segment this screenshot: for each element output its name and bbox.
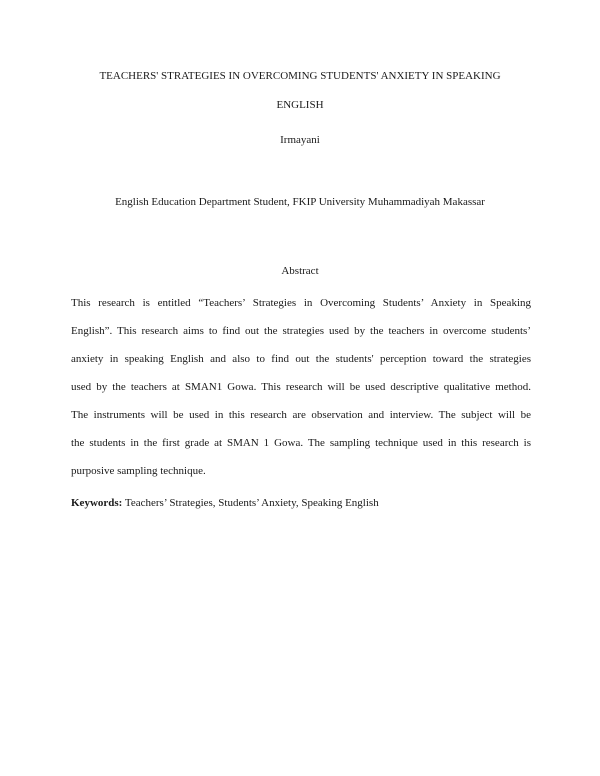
abstract-line: the students in the first grade at SMAN 1 Gowa. The sampling technique used in this research is bbox=[71, 437, 531, 449]
paper-title-line-2: ENGLISH bbox=[276, 99, 324, 111]
abstract-line: used by the teachers at SMAN1 Gowa. This research will be used descriptive qualitative method. bbox=[71, 381, 531, 393]
keywords-label: Keywords: bbox=[71, 497, 123, 509]
abstract-line: anxiety in speaking English and also to find out the students' perception toward the strategies bbox=[71, 353, 531, 365]
abstract-line: This research is entitled “Teachers’ Strategies in Overcoming Students’ Anxiety in Speaking bbox=[71, 297, 531, 309]
author-affiliation: English Education Department Student, FKIP University Muhammadiyah Makassar bbox=[115, 196, 485, 208]
abstract-line: English”. This research aims to find out the strategies used by the teachers in overcome students’ bbox=[71, 325, 531, 337]
author-name: Irmayani bbox=[280, 134, 320, 146]
keywords-line bbox=[71, 496, 379, 510]
abstract-body bbox=[71, 296, 531, 492]
keywords-text: Teachers’ Strategies, Students’ Anxiety, Speaking English bbox=[124, 497, 379, 509]
abstract-line: The instruments will be used in this research are observation and interview. The subject will be bbox=[71, 409, 531, 421]
paper-title-line-1: TEACHERS' STRATEGIES IN OVERCOMING STUDENTS' ANXIETY IN SPEAKING bbox=[99, 70, 501, 82]
abstract-heading: Abstract bbox=[281, 265, 319, 277]
abstract-line: purposive sampling technique. bbox=[71, 465, 206, 477]
